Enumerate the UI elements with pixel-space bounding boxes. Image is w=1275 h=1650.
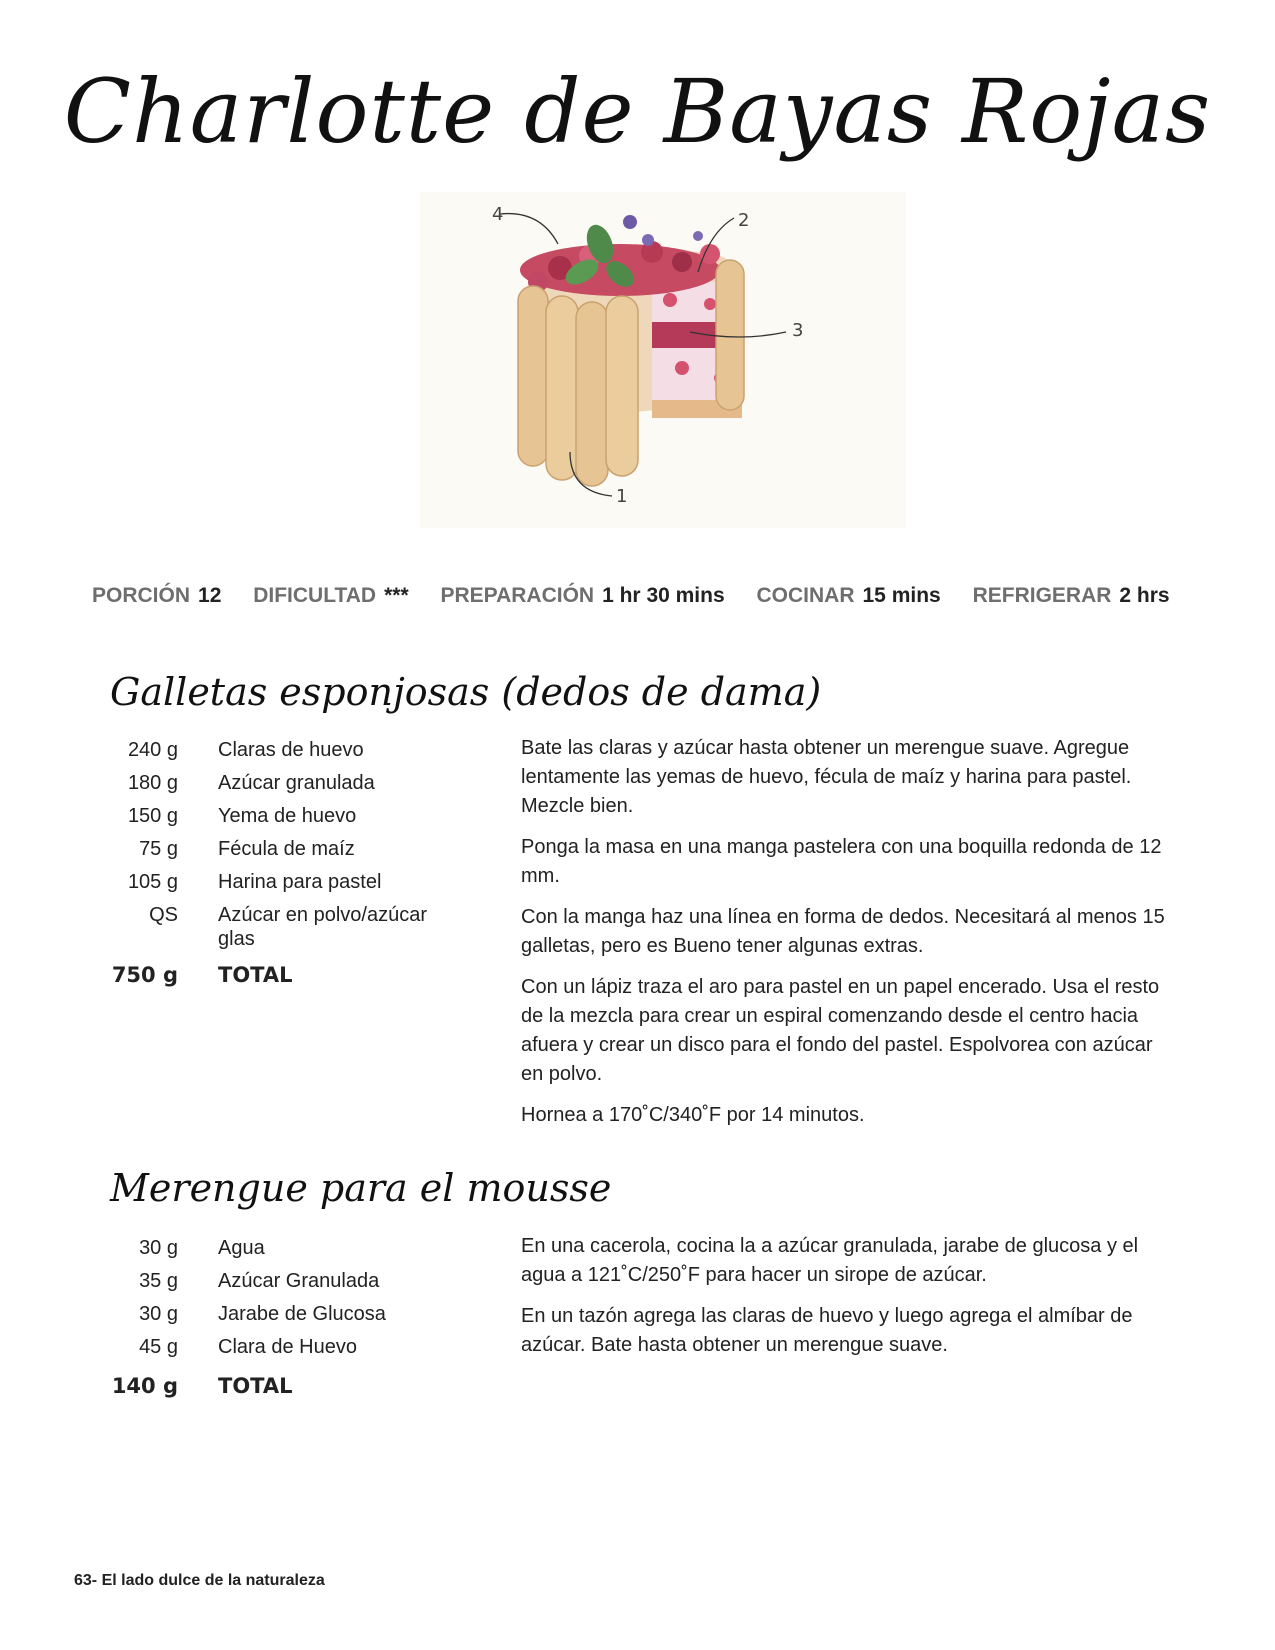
ingredient-row: [100, 1236, 480, 1269]
ingredient-qty: 75 g: [139, 838, 178, 860]
recipe-meta-row: [92, 584, 1196, 608]
meta-value: 12: [198, 584, 222, 607]
meta-value: ***: [384, 584, 409, 607]
meta-label: DIFICULTAD: [253, 584, 377, 607]
ingredient-name: Azúcar Granulada: [218, 1270, 380, 1292]
ingredient-qty: 105 g: [127, 871, 178, 893]
ingredient-row: [100, 738, 480, 771]
total-label: TOTAL: [218, 1374, 293, 1398]
instruction-step: Con la manga haz una línea en forma de dedos. Necesitará al menos 15 galletas, pero es Bueno tener algunas extras.: [521, 906, 1165, 957]
meta-difficulty: [253, 584, 408, 608]
instructions-ladyfingers: [521, 734, 1176, 1142]
ingredient-list-meringue: [100, 1236, 480, 1407]
total-qty: 140 g: [111, 1374, 178, 1398]
ingredient-name: Azúcar en polvo/azúcar glas: [218, 904, 428, 950]
ingredient-name: Harina para pastel: [218, 871, 382, 893]
section-heading-meringue: Merengue para el mousse: [110, 1166, 612, 1210]
callout-label-2: 2: [738, 210, 750, 231]
instruction-step: Con un lápiz traza el aro para pastel en un papel encerado. Usa el resto de la mezcla para crear un espiral comenzando desde el centro hacia afuera y crear un disco para el fondo del pastel. Espolvorea con azúcar en polvo.: [521, 976, 1160, 1085]
section-heading-ladyfingers: Galletas esponjosas (dedos de dama): [110, 670, 822, 714]
meta-servings: [92, 584, 221, 608]
instruction-step: En una cacerola, cocina la a azúcar granulada, jarabe de glucosa y el agua a 121˚C/250˚F para hacer un sirope de azúcar.: [521, 1235, 1139, 1286]
ingredient-name: Clara de Huevo: [218, 1336, 357, 1358]
instruction-step: En un tazón agrega las claras de huevo y luego agrega el almíbar de azúcar. Bate hasta obtener un merengue suave.: [521, 1305, 1133, 1356]
ingredient-name: Jarabe de Glucosa: [218, 1303, 386, 1325]
ingredient-name: Yema de huevo: [218, 805, 357, 827]
ingredient-row: [100, 1335, 480, 1368]
meta-cook-time: [757, 584, 941, 608]
callout-label-4: 4: [492, 204, 504, 225]
ingredient-row: [100, 804, 480, 837]
charlotte-cake-illustration: [420, 192, 906, 528]
recipe-title: Charlotte de Bayas Rojas: [63, 60, 1212, 163]
callout-label-1: 1: [616, 486, 628, 507]
meta-prep-time: [440, 584, 724, 608]
meta-value: 15 mins: [862, 584, 941, 607]
meta-value: 1 hr 30 mins: [602, 584, 725, 607]
ingredient-row: [100, 1302, 480, 1335]
ingredient-total-row: [100, 1374, 480, 1407]
meta-label: PREPARACIÓN: [440, 584, 595, 607]
instructions-meringue: [521, 1232, 1176, 1372]
ingredient-qty: QS: [149, 904, 178, 926]
ingredient-row: [100, 903, 480, 957]
total-qty: 750 g: [111, 963, 178, 987]
ingredient-list-ladyfingers: [100, 738, 480, 996]
ingredient-row: [100, 771, 480, 804]
ingredient-row: [100, 870, 480, 903]
ingredient-name: Agua: [218, 1237, 265, 1259]
ingredient-total-row: [100, 963, 480, 996]
ingredient-qty: 35 g: [139, 1270, 178, 1292]
ingredient-qty: 30 g: [139, 1303, 178, 1325]
ingredient-row: [100, 837, 480, 870]
instruction-step: Bate las claras y azúcar hasta obtener un merengue suave. Agregue lentamente las yemas de huevo, fécula de maíz y harina para pastel. Mezcle bien.: [521, 737, 1132, 817]
ingredient-qty: 180 g: [127, 772, 178, 794]
ingredient-row: [100, 1269, 480, 1302]
ingredient-qty: 240 g: [127, 739, 178, 761]
ingredient-name: Claras de huevo: [218, 739, 364, 761]
instruction-step: Hornea a 170˚C/340˚F por 14 minutos.: [521, 1104, 865, 1126]
total-label: TOTAL: [218, 963, 293, 987]
meta-label: COCINAR: [756, 584, 855, 607]
meta-label: PORCIÓN: [92, 584, 191, 607]
ingredient-qty: 150 g: [127, 805, 178, 827]
ingredient-name: Fécula de maíz: [218, 838, 355, 860]
ingredient-qty: 30 g: [139, 1237, 178, 1259]
meta-chill-time: [973, 584, 1170, 608]
callout-label-3: 3: [792, 320, 804, 341]
page-footer: 63- El lado dulce de la naturaleza: [74, 1572, 325, 1589]
ingredient-name: Azúcar granulada: [218, 772, 375, 794]
ingredient-qty: 45 g: [139, 1336, 178, 1358]
meta-label: REFRIGERAR: [972, 584, 1112, 607]
meta-value: 2 hrs: [1119, 584, 1170, 607]
instruction-step: Ponga la masa en una manga pastelera con una boquilla redonda de 12 mm.: [521, 836, 1162, 887]
